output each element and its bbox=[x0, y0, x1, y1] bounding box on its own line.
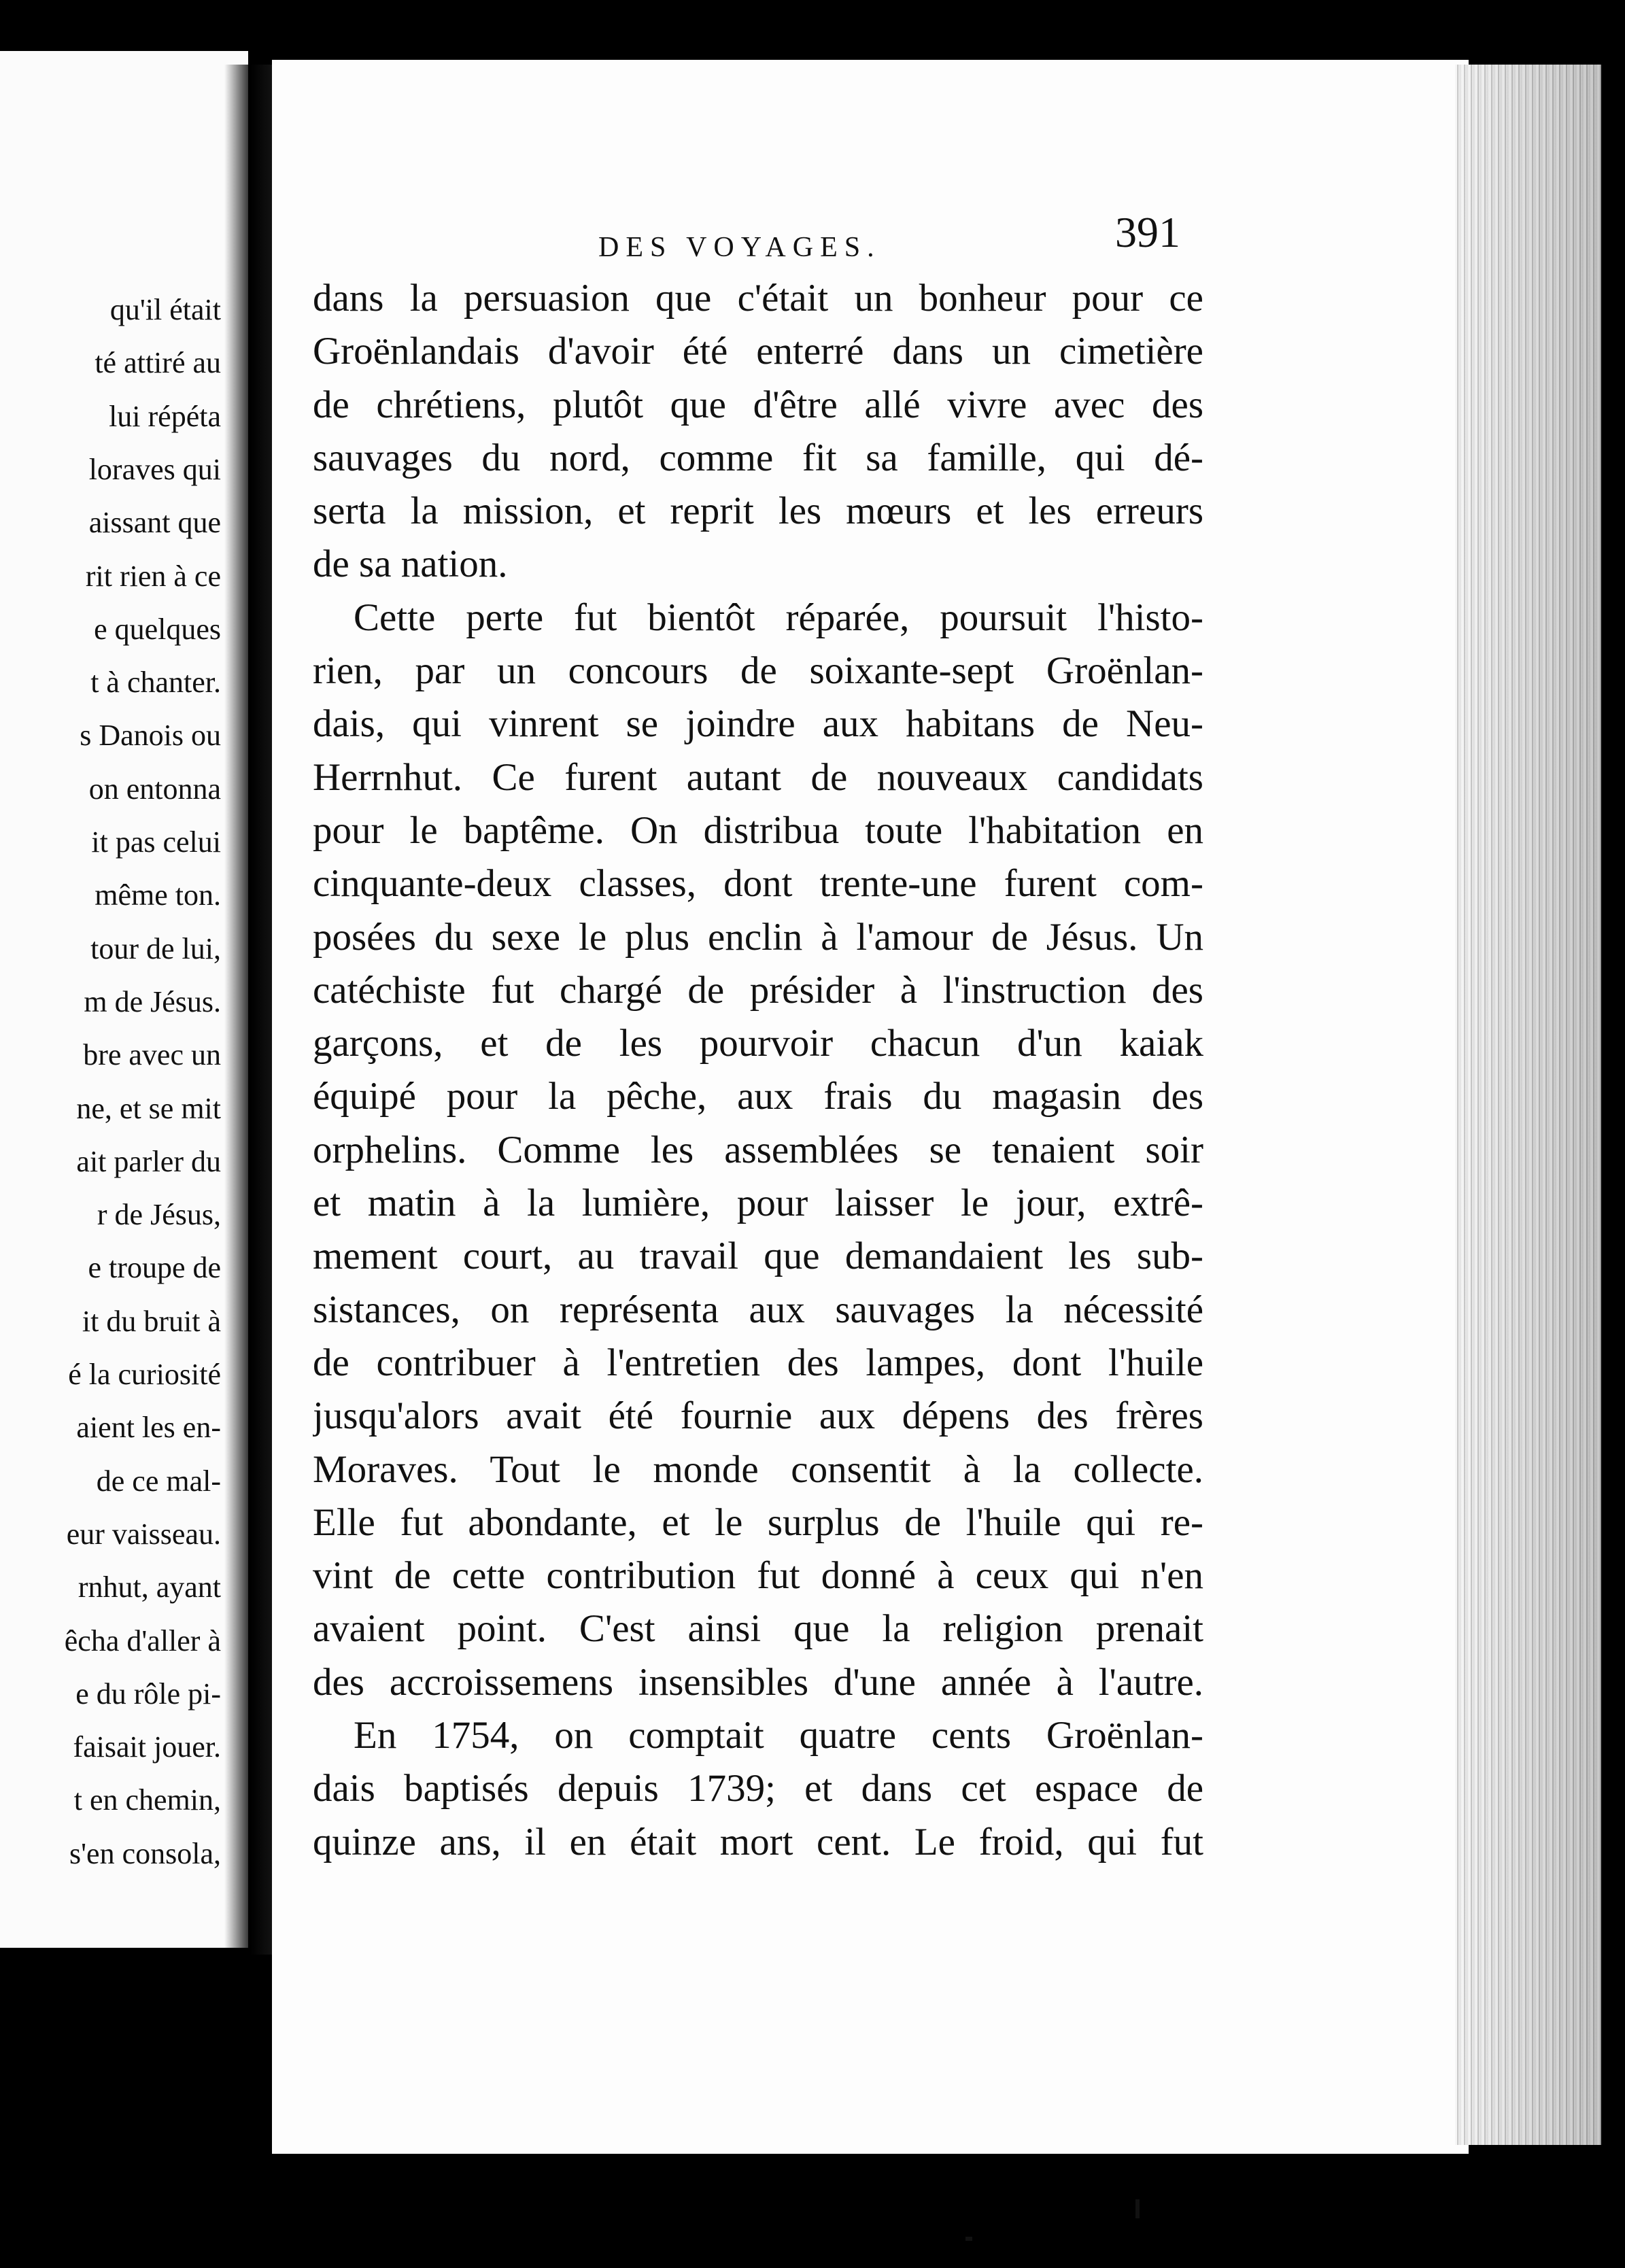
text-line: équipé pour la pêche, aux frais du magasin des bbox=[313, 1075, 1203, 1118]
facing-page-fragment: ait parler du bbox=[76, 1144, 221, 1178]
text-line: dais baptisés depuis 1739; et dans cet espace de bbox=[313, 1767, 1203, 1810]
text-line: de chrétiens, plutôt que d'être allé vivre avec des bbox=[313, 383, 1203, 426]
facing-page-fragment: rit rien à ce bbox=[85, 559, 221, 593]
text-line: jusqu'alors avait été fournie aux dépens des frères bbox=[313, 1394, 1203, 1438]
text-line: avaient point. C'est ainsi que la religion prenait bbox=[313, 1607, 1203, 1651]
text-line: et matin à la lumière, pour laisser le jour, extrê- bbox=[313, 1182, 1203, 1225]
text-line: dans la persuasion que c'était un bonheur pour ce bbox=[313, 277, 1203, 320]
text-line: quinze ans, il en était mort cent. Le froid, qui fut bbox=[313, 1820, 1203, 1863]
text-line: dais, qui vinrent se joindre aux habitans de Neu- bbox=[313, 702, 1203, 746]
text-line: pour le baptême. On distribua toute l'habitation en bbox=[313, 808, 1203, 852]
facing-page-fragment: bre avec un bbox=[83, 1038, 221, 1072]
page-edge-stack bbox=[1455, 65, 1601, 2145]
print-speck bbox=[965, 2237, 972, 2241]
facing-page-fragment: e quelques bbox=[94, 612, 221, 646]
facing-page-fragment: aient les en- bbox=[76, 1411, 221, 1445]
facing-page-fragment: loraves qui bbox=[88, 452, 221, 486]
page-number: 391 bbox=[1115, 208, 1180, 256]
facing-page-fragment: é la curiosité bbox=[68, 1358, 221, 1391]
text-line: Herrnhut. Ce furent autant de nouveaux candidats bbox=[313, 755, 1203, 799]
facing-page-fragment: ne, et se mit bbox=[76, 1091, 221, 1125]
facing-page-fragment: tour de lui, bbox=[90, 931, 221, 965]
facing-page-fragment: êcha d'aller à bbox=[64, 1623, 221, 1657]
facing-page-fragment: on entonna bbox=[88, 772, 221, 806]
text-line: Elle fut abondante, et le surplus de l'huile qui re- bbox=[313, 1500, 1203, 1544]
facing-page-fragment: eur vaisseau. bbox=[66, 1517, 221, 1551]
text-line: mement court, au travail que demandaient les sub- bbox=[313, 1235, 1203, 1278]
facing-page-fragment: t en chemin, bbox=[73, 1783, 221, 1817]
facing-page-fragment: it du bruit à bbox=[82, 1304, 221, 1338]
text-line: sauvages du nord, comme fit sa famille, qui dé- bbox=[313, 436, 1203, 479]
running-title: DES VOYAGES. bbox=[598, 232, 881, 263]
facing-page-fragment: e troupe de bbox=[88, 1251, 221, 1285]
body-text bbox=[313, 272, 1203, 1869]
facing-page-fragment: t à chanter. bbox=[90, 666, 221, 700]
facing-page-fragment: e du rôle pi- bbox=[75, 1677, 221, 1711]
facing-page-fragment: té attiré au bbox=[95, 346, 221, 380]
text-line: de sa nation. bbox=[313, 543, 508, 586]
text-line: orphelins. Comme les assemblées se tenaient soir bbox=[313, 1128, 1203, 1171]
text-line: cinquante-deux classes, dont trente-une furent com- bbox=[313, 862, 1203, 906]
text-line: des accroissemens insensibles d'une année à l'autre. bbox=[313, 1660, 1203, 1704]
text-line: Groënlandais d'avoir été enterré dans un cimetière bbox=[313, 330, 1203, 373]
facing-page-fragment: r de Jésus, bbox=[97, 1198, 221, 1232]
facing-page-fragment: même ton. bbox=[95, 878, 221, 912]
text-line: En 1754, on comptait quatre cents Groënlan- bbox=[354, 1714, 1203, 1757]
text-line: vint de cette contribution fut donné à ceux qui n'en bbox=[313, 1554, 1203, 1598]
text-line: de contribuer à l'entretien des lampes, dont l'huile bbox=[313, 1341, 1203, 1384]
facing-page-fragment: de ce mal- bbox=[96, 1464, 221, 1498]
facing-page-fragment: m de Jésus. bbox=[84, 984, 221, 1018]
text-line: rien, par un concours de soixante-sept Groënlan- bbox=[313, 649, 1203, 693]
text-line: Moraves. Tout le monde consentit à la collecte. bbox=[313, 1447, 1203, 1491]
text-line: serta la mission, et reprit les mœurs et les erreurs bbox=[313, 489, 1203, 533]
text-line: garçons, et de les pourvoir chacun d'un kaiak bbox=[313, 1022, 1203, 1065]
book-gutter-shadow bbox=[224, 65, 272, 1955]
facing-page-fragment: s Danois ou bbox=[80, 719, 221, 753]
text-line: sistances, on représenta aux sauvages la nécessité bbox=[313, 1288, 1203, 1331]
facing-page-fragment: qu'il était bbox=[109, 293, 221, 326]
print-speck bbox=[1135, 2199, 1140, 2218]
text-line: posées du sexe le plus enclin à l'amour de Jésus. Un bbox=[313, 915, 1203, 959]
facing-page-fragment: s'en consola, bbox=[69, 1836, 221, 1870]
facing-page-fragment: it pas celui bbox=[91, 825, 221, 859]
facing-page-fragment: rnhut, ayant bbox=[78, 1570, 221, 1604]
text-line: catéchiste fut chargé de présider à l'instruction des bbox=[313, 968, 1203, 1012]
facing-page-fragment: lui répéta bbox=[109, 399, 221, 433]
facing-page-left bbox=[0, 51, 248, 1948]
facing-page-fragment: aissant que bbox=[88, 506, 221, 540]
text-line: Cette perte fut bientôt réparée, poursuit l'histo- bbox=[354, 596, 1203, 639]
facing-page-fragment: faisait jouer. bbox=[73, 1730, 221, 1764]
